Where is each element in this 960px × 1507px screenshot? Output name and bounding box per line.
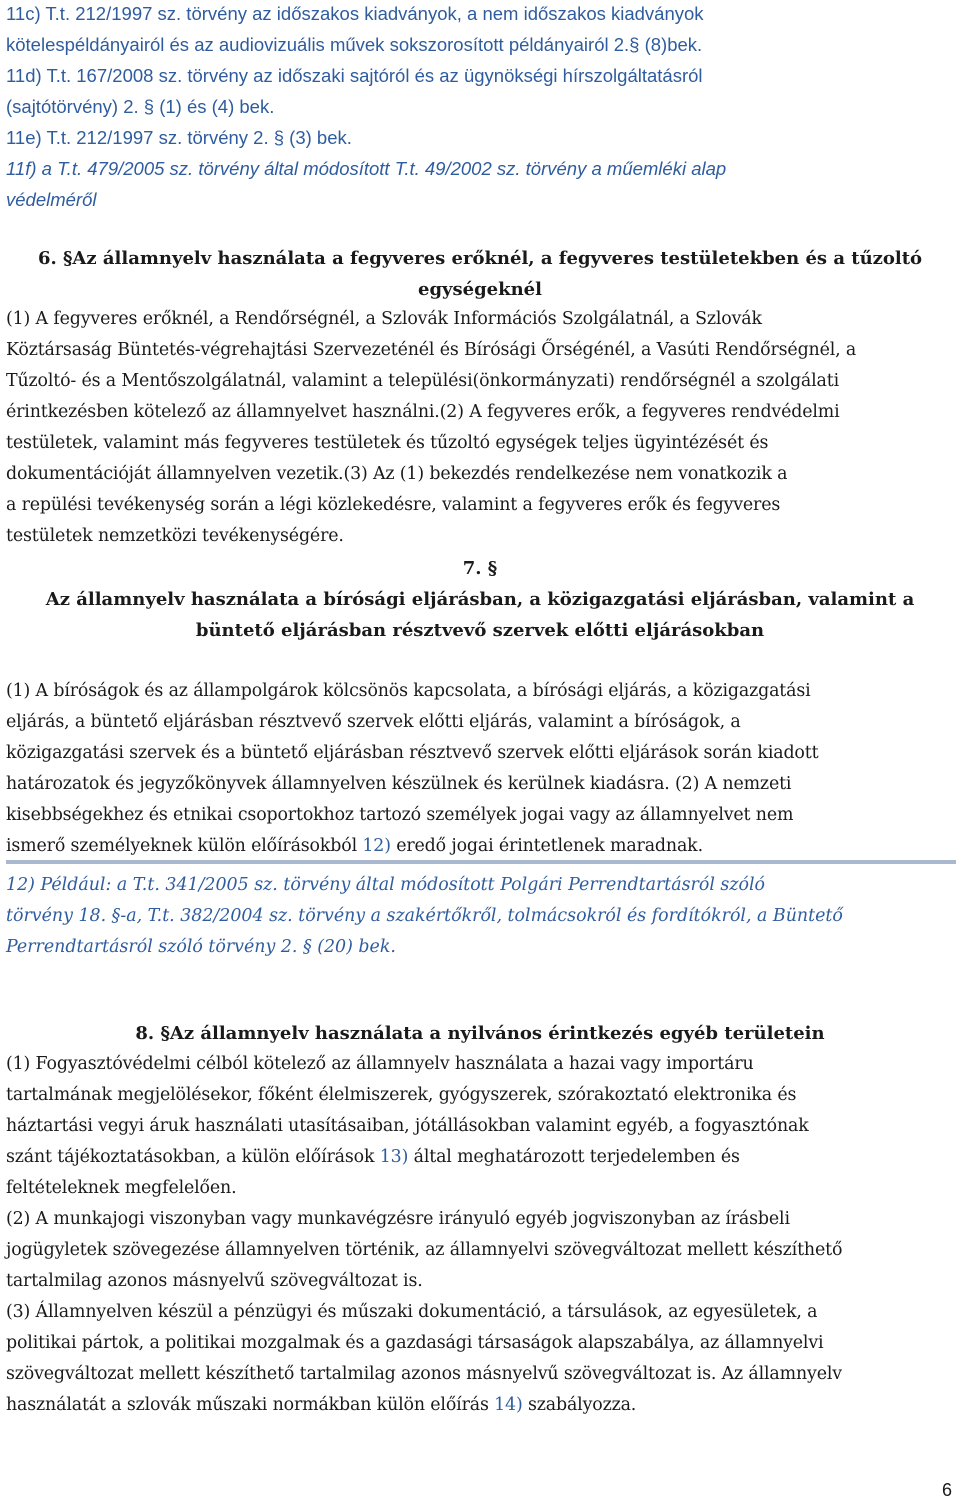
text-segment: eredő jogai érintetlenek maradnak. — [390, 836, 703, 856]
text-line: testületek, valamint más fegyveres testületek és tűzoltó egységek teljes ügyintézését és — [6, 433, 769, 453]
footnote-ref-13[interactable]: 13) — [379, 1147, 409, 1167]
section-7-title — [0, 553, 960, 646]
text-line: érintkezésben kötelező az államnyelvet használni.(2) A fegyveres erők, a fegyveres rendvédelmi — [6, 402, 840, 422]
text-line: testületek nemzetközi tevékenységére. — [6, 526, 344, 546]
footnote-divider — [6, 860, 956, 864]
footnote-line: védelméről — [6, 189, 97, 210]
text-line: politikai pártok, a politikai mozgalmak és a gazdasági társaságok alapszabálya, az államnyelvi — [6, 1333, 824, 1353]
footnote-line: kötelespéldányairól és az audiovizuális művek sokszorosított példányairól 2.§ (8)bek. — [6, 34, 703, 55]
text-segment: szánt tájékoztatásokban, a külön előírások — [6, 1147, 380, 1167]
text-line: (1) A bíróságok és az állampolgárok kölcsönös kapcsolata, a bírósági eljárás, a közigazgatási — [6, 681, 811, 701]
section-7-number: 7. § — [462, 558, 498, 579]
text-line: Tűzoltó- és a Mentőszolgálatnál, valamint a települési(önkormányzati) rendőrségnél a szolgálati — [6, 371, 840, 391]
section-6-title-line: 6. §Az államnyelv használata a fegyveres erőknél, a fegyveres testületekben és a tűzoltó — [37, 248, 923, 269]
section-8-body — [6, 1049, 951, 1421]
footnote-ref-14[interactable]: 14) — [494, 1395, 523, 1415]
text-line: közigazgatási szervek és a büntető eljárásban résztvevő szervek előtti eljárások során kiadott — [6, 743, 819, 763]
text-line: dokumentációját államnyelven vezetik.(3) Az (1) bekezdés rendelkezése nem vonatkozik a — [6, 464, 788, 484]
text-line: szövegváltozat mellett készíthető tartalmilag azonos másnyelvű szövegváltozat is. Az államnyelv — [6, 1364, 842, 1384]
text-segment: ismerő személyeknek külön előírásokból — [6, 836, 363, 856]
text-line: kisebbségekhez és etnikai csoportokhoz tartozó személyek jogai vagy az államnyelvet nem — [6, 805, 794, 825]
footnote-line: 11e) T.t. 212/1997 sz. törvény 2. § (3) bek. — [6, 127, 352, 148]
text-line: Köztársaság Büntetés-végrehajtási Szervezeténél és Bírósági Őrségénél, a Vasúti Rendőrségnél, a — [6, 340, 857, 360]
footnotes-top — [6, 0, 946, 215]
text-line: háztartási vegyi áruk használati utasításaiban, jótállásokban valamint egyéb, a fogyasztónak — [6, 1116, 809, 1136]
text-segment: használatát a szlovák műszaki normákban külön előírás — [6, 1395, 495, 1415]
text-line: eljárás, a büntető eljárásban résztvevő szervek előtti eljárás, valamint a bíróságok, a — [6, 712, 741, 732]
text-line: tartalmának megjelölésekor, főként élelmiszerek, gyógyszerek, szórakoztató elektronika és — [6, 1085, 797, 1105]
page-number: 6 — [941, 1480, 952, 1500]
footnote-line: 12) Például: a T.t. 341/2005 sz. törvény által módosított Polgári Perrendtartásról szóló — [6, 875, 765, 895]
text-line: (3) Államnyelven készül a pénzügyi és műszaki dokumentáció, a társulások, az egyesületek, a — [6, 1302, 818, 1322]
text-line — [6, 1142, 951, 1173]
footnote-ref-12[interactable]: 12) — [362, 836, 391, 856]
footnote-line: 11c) T.t. 212/1997 sz. törvény az időszakos kiadványok, a nem időszakos kiadványok — [6, 3, 704, 24]
text-line: (2) A munkajogi viszonyban vagy munkavégzésre irányuló egyéb jogviszonyban az írásbeli — [6, 1209, 790, 1229]
footnote-line: törvény 18. §-a, T.t. 382/2004 sz. törvény a szakértőkről, tolmácsokról és fordítókról, a Büntető — [6, 906, 843, 926]
footnote-line: 11f) a T.t. 479/2005 sz. törvény által módosított T.t. 49/2002 sz. törvény a műemléki alap — [6, 158, 727, 179]
text-line: tartalmilag azonos másnyelvű szövegváltozat is. — [6, 1271, 423, 1291]
text-line: (1) Fogyasztóvédelmi célból kötelező az államnyelv használata a hazai vagy importáru — [6, 1054, 754, 1074]
text-line: (1) A fegyveres erőknél, a Rendőrségnél, a Szlovák Információs Szolgálatnál, a Szlovák — [6, 309, 762, 329]
section-6-title-line: egységeknél — [418, 279, 542, 300]
section-6-body — [6, 304, 951, 552]
text-line: jogügyletek szövegezése államnyelven történik, az államnyelvi szövegváltozat mellett készíthető — [6, 1240, 843, 1260]
section-7-title-line: büntető eljárásban résztvevő szervek előtti eljárásokban — [195, 620, 765, 641]
footnote-line: Perrendtartásról szóló törvény 2. § (20) bek. — [6, 937, 396, 957]
text-line: határozatok és jegyzőkönyvek államnyelven készülnek és kerülnek kiadásra. (2) A nemzeti — [6, 774, 792, 794]
text-segment: szabályozza. — [522, 1395, 637, 1415]
text-line — [6, 1390, 951, 1421]
section-7-title-line: Az államnyelv használata a bírósági eljárásban, a közigazgatási eljárásban, valamint a — [45, 589, 915, 610]
footnote-line: (sajtótörvény) 2. § (1) és (4) bek. — [6, 96, 275, 117]
footnote-12 — [6, 870, 951, 963]
section-7-body — [6, 676, 951, 862]
section-6-title — [0, 243, 960, 305]
section-8-title: 8. §Az államnyelv használata a nyilvános érintkezés egyéb területein — [135, 1023, 825, 1044]
text-segment: által meghatározott terjedelemben és — [408, 1147, 740, 1167]
text-line — [6, 831, 951, 862]
text-line: a repülési tevékenység során a légi közlekedésre, valamint a fegyveres erők és fegyveres — [6, 495, 781, 515]
footnote-line: 11d) T.t. 167/2008 sz. törvény az időszaki sajtóról és az ügynökségi hírszolgáltatásról — [6, 65, 703, 86]
text-line: feltételeknek megfelelően. — [6, 1178, 237, 1198]
